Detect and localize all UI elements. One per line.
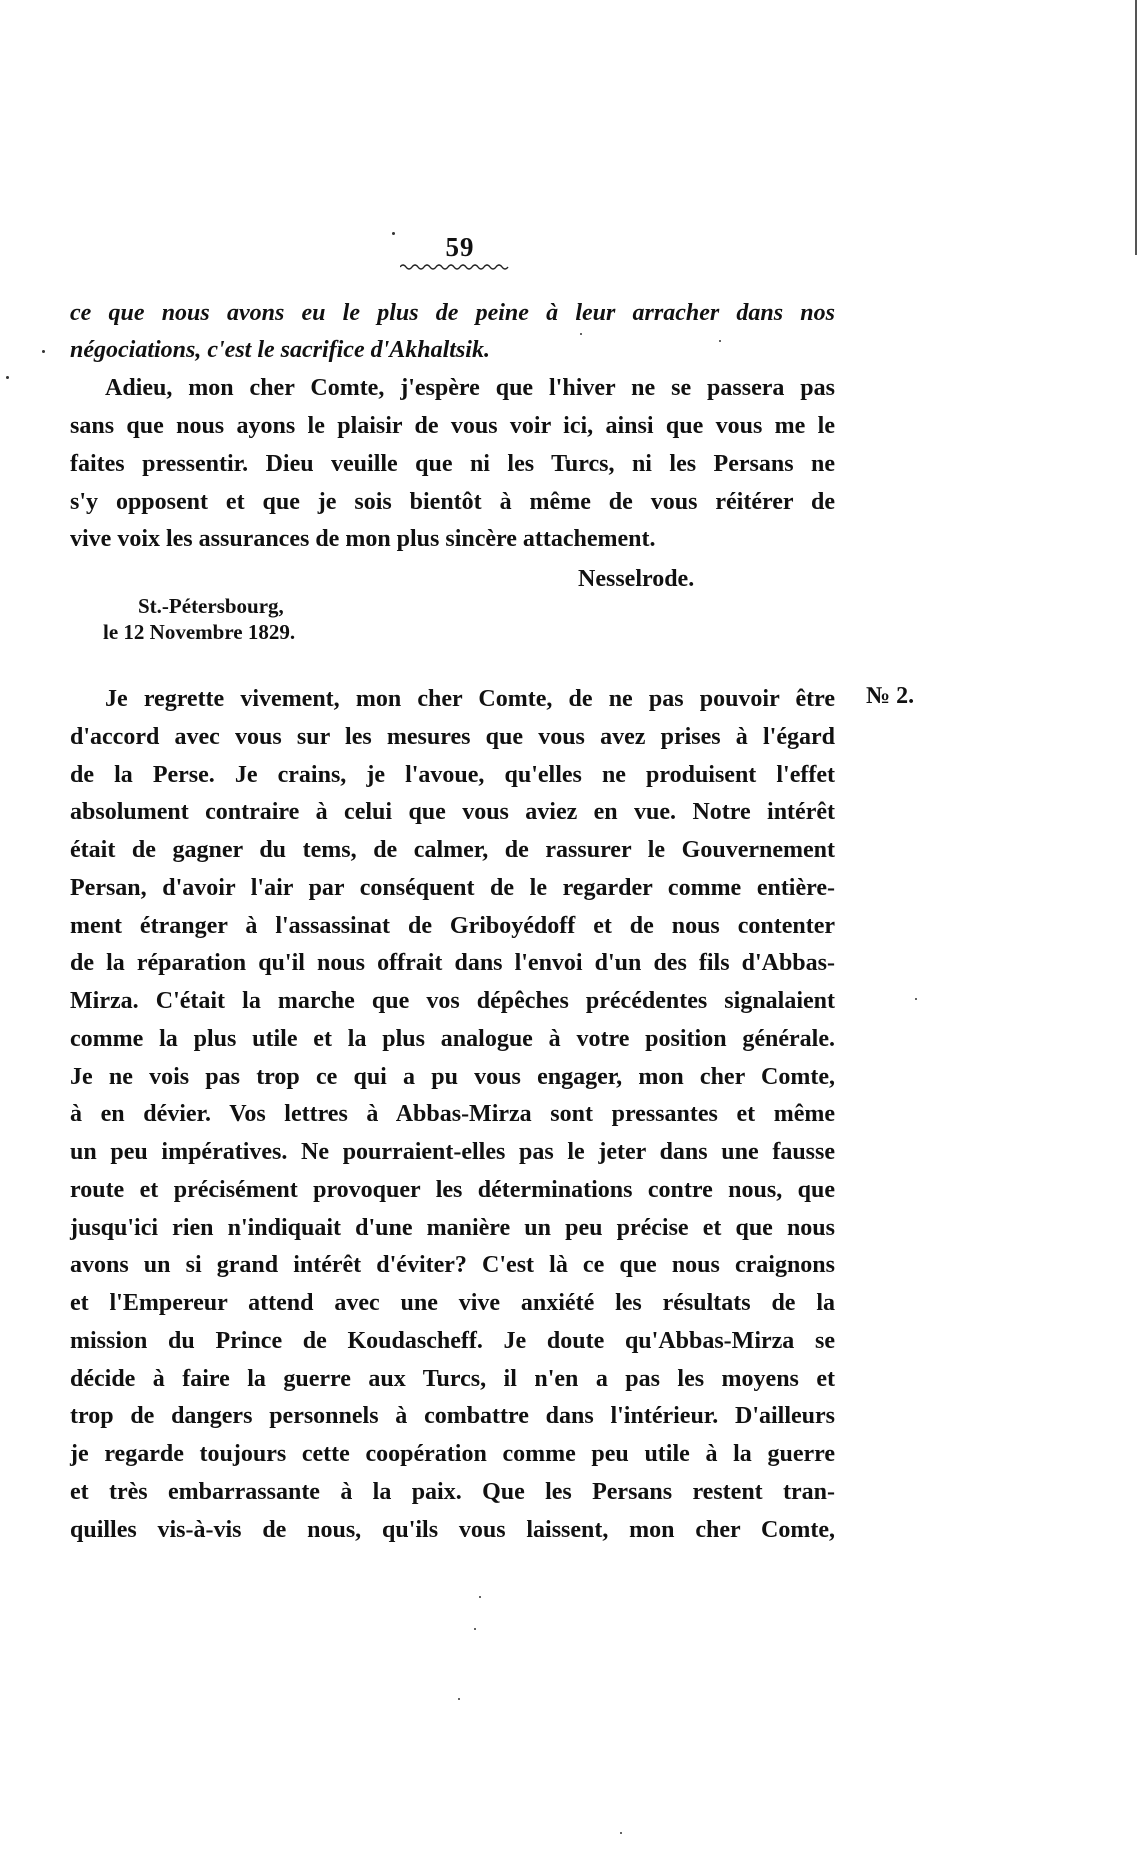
signature-nesselrode: Nesselrode.: [578, 566, 695, 592]
letter-2-line-23: quilles vis-à-vis de nous, qu'ils vous laissent, mon cher Comte,: [70, 1517, 835, 1543]
letter-2-line-17: et l'Empereur attend avec une vive anxiété les résultats de la: [70, 1290, 835, 1316]
scan-speck: [719, 340, 721, 342]
letter-2-line-21: je regarde toujours cette coopération comme peu utile à la guerre: [70, 1441, 835, 1467]
letter-2-line-11: Je ne vois pas trop ce qui a pu vous engager, mon cher Comte,: [70, 1064, 835, 1090]
page-number-ornament: [400, 263, 510, 271]
scan-speck: [580, 333, 582, 335]
letter-2-line-15: jusqu'ici rien n'indiquait d'une manière un peu précise et que nous: [70, 1215, 835, 1241]
letter-1-line-1: ce que nous avons eu le plus de peine à leur arracher dans nos: [70, 300, 835, 326]
letter-2-line-4: absolument contraire à celui que vous aviez en vue. Notre intérêt: [70, 799, 835, 825]
letter-1-line-4: sans que nous ayons le plaisir de vous voir ici, ainsi que vous me le: [70, 413, 835, 439]
letter-2-line-14: route et précisément provoquer les déterminations contre nous, que: [70, 1177, 835, 1203]
scan-speck: [392, 232, 395, 235]
document-number: № 2.: [866, 683, 915, 709]
letter-place: St.-Pétersbourg,: [138, 594, 284, 618]
letter-1-line-7: vive voix les assurances de mon plus sincère attachement.: [70, 526, 656, 552]
scan-speck: [915, 998, 917, 1000]
letter-2-line-2: d'accord avec vous sur les mesures que vous avez prises à l'égard: [70, 724, 835, 750]
letter-2-line-16: avons un si grand intérêt d'éviter? C'est là ce que nous craignons: [70, 1252, 835, 1278]
letter-1-line-2: négociations, c'est le sacrifice d'Akhaltsik.: [70, 337, 490, 363]
letter-2-line-19: décide à faire la guerre aux Turcs, il n'en a pas les moyens et: [70, 1366, 835, 1392]
letter-2-line-9: Mirza. C'était la marche que vos dépêches précédentes signalaient: [70, 988, 835, 1014]
letter-1-line-5: faites pressentir. Dieu veuille que ni les Turcs, ni les Persans ne: [70, 451, 835, 477]
letter-2-line-20: trop de dangers personnels à combattre dans l'intérieur. D'ailleurs: [70, 1403, 835, 1429]
letter-1-line-6: s'y opposent et que je sois bientôt à même de vous réitérer de: [70, 489, 835, 515]
letter-date: le 12 Novembre 1829.: [103, 620, 296, 644]
scan-speck: [474, 1628, 476, 1630]
page-edge-line: [1135, 0, 1137, 255]
letter-2-line-12: à en dévier. Vos lettres à Abbas-Mirza sont pressantes et même: [70, 1101, 835, 1127]
scan-speck: [458, 1698, 460, 1700]
letter-2-line-1: Je regrette vivement, mon cher Comte, de ne pas pouvoir être: [105, 686, 835, 712]
letter-1-line-3: Adieu, mon cher Comte, j'espère que l'hiver ne se passera pas: [105, 375, 835, 401]
letter-2-line-10: comme la plus utile et la plus analogue à votre position générale.: [70, 1026, 835, 1052]
letter-2-line-5: était de gagner du tems, de calmer, de rassurer le Gouvernement: [70, 837, 835, 863]
letter-2-line-6: Persan, d'avoir l'air par conséquent de le regarder comme entière-: [70, 875, 835, 901]
letter-2-line-13: un peu impératives. Ne pourraient-elles pas le jeter dans une fausse: [70, 1139, 835, 1165]
letter-2-line-22: et très embarrassante à la paix. Que les Persans restent tran-: [70, 1479, 835, 1505]
scan-speck: [6, 376, 9, 379]
letter-2-line-8: de la réparation qu'il nous offrait dans l'envoi d'un des fils d'Abbas-: [70, 950, 835, 976]
letter-2-line-3: de la Perse. Je crains, je l'avoue, qu'elles ne produisent l'effet: [70, 762, 835, 788]
scan-speck: [479, 1596, 481, 1598]
scan-speck: [42, 350, 45, 353]
page-number: 59: [445, 232, 475, 262]
letter-2-line-18: mission du Prince de Koudascheff. Je doute qu'Abbas-Mirza se: [70, 1328, 835, 1354]
scan-speck: [620, 1832, 622, 1834]
letter-2-line-7: ment étranger à l'assassinat de Griboyédoff et de nous contenter: [70, 913, 835, 939]
